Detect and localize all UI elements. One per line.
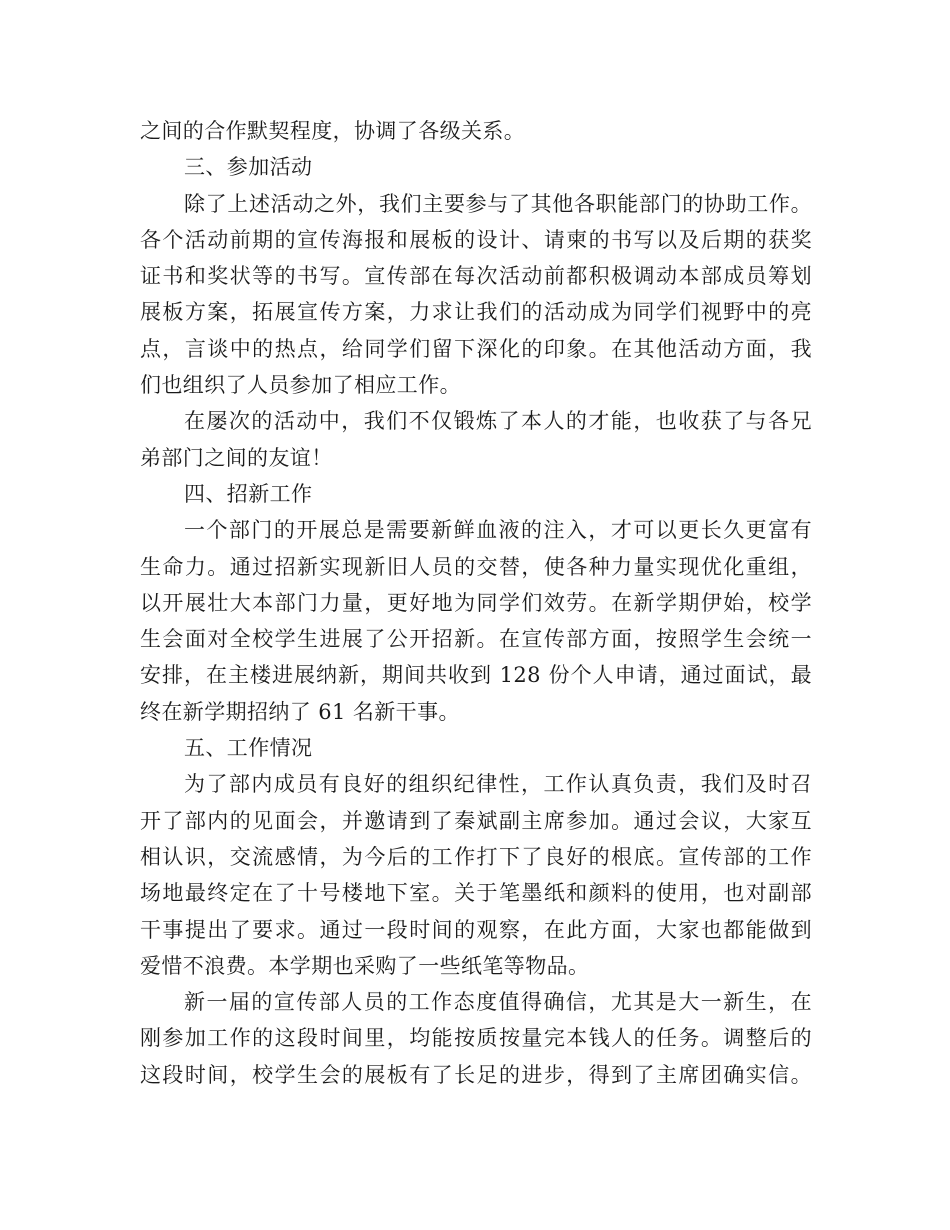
paragraph-line-indented: 一个部门的开展总是需要新鲜血液的注入，才可以更长久更富有	[184, 518, 812, 543]
paragraph-line: 以开展壮大本部门力量，更好地为同学们效劳。在新学期伊始，校学	[140, 590, 812, 615]
paragraph-line: 证书和奖状等的书写。宣传部在每次活动前都积极调动本部成员筹划	[140, 264, 812, 289]
paragraph-line-indented: 为了部内成员有良好的组织纪律性，工作认真负责，我们及时召	[184, 772, 812, 797]
paragraph-line: 展板方案，拓展宣传方案，力求让我们的活动成为同学们视野中的亮	[140, 300, 812, 325]
paragraph-line: 之间的合作默契程度，协调了各级关系。	[140, 119, 526, 143]
paragraph-line: 生会面对全校学生进展了公开招新。在宣传部方面，按照学生会统一	[140, 627, 812, 652]
paragraph-line-indented: 五、工作情况	[184, 736, 313, 761]
paragraph-line-indented: 四、招新工作	[184, 481, 313, 506]
paragraph-line-indented: 除了上述活动之外，我们主要参与了其他各职能部门的协助工作。	[184, 191, 812, 216]
paragraph-line: 相认识，交流感情，为今后的工作打下了良好的根底。宣传部的工作	[140, 844, 812, 869]
paragraph-line: 场地最终定在了十号楼地下室。关于笔墨纸和颜料的使用，也对副部	[140, 881, 812, 906]
paragraph-line: 安排，在主楼进展纳新，期间共收到 128 份个人申请，通过面试，最	[140, 663, 812, 688]
paragraph-line: 们也组织了人员参加了相应工作。	[140, 373, 461, 398]
paragraph-line: 开了部内的见面会，并邀请到了秦斌副主席参加。通过会议，大家互	[140, 808, 812, 833]
paragraph-line: 这段时间，校学生会的展板有了长足的进步，得到了主席团确实信。	[140, 1062, 812, 1087]
paragraph-line-indented: 三、参加活动	[184, 155, 313, 180]
paragraph-line: 爱惜不浪费。本学期也采购了一些纸笔等物品。	[140, 953, 590, 978]
paragraph-line: 弟部门之间的友谊！	[140, 445, 333, 470]
paragraph-line: 终在新学期招纳了 61 名新干事。	[140, 699, 460, 724]
paragraph-line: 各个活动前期的宣传海报和展板的设计、请柬的书写以及后期的获奖	[140, 227, 812, 252]
document-page	[140, 113, 812, 1093]
paragraph-line: 干事提出了要求。通过一段时间的观察，在此方面，大家也都能做到	[140, 917, 812, 942]
paragraph-line-indented: 在屡次的活动中，我们不仅锻炼了本人的才能，也收获了与各兄	[184, 409, 812, 434]
paragraph-line-indented: 新一届的宣传部人员的工作态度值得确信，尤其是大一新生，在	[184, 990, 812, 1015]
paragraph-line: 生命力。通过招新实现新旧人员的交替，使各种力量实现优化重组，	[140, 554, 812, 579]
paragraph-line: 刚参加工作的这段时间里，均能按质按量完本钱人的任务。调整后的	[140, 1026, 812, 1051]
paragraph-line: 点，言谈中的热点，给同学们留下深化的印象。在其他活动方面，我	[140, 336, 812, 361]
